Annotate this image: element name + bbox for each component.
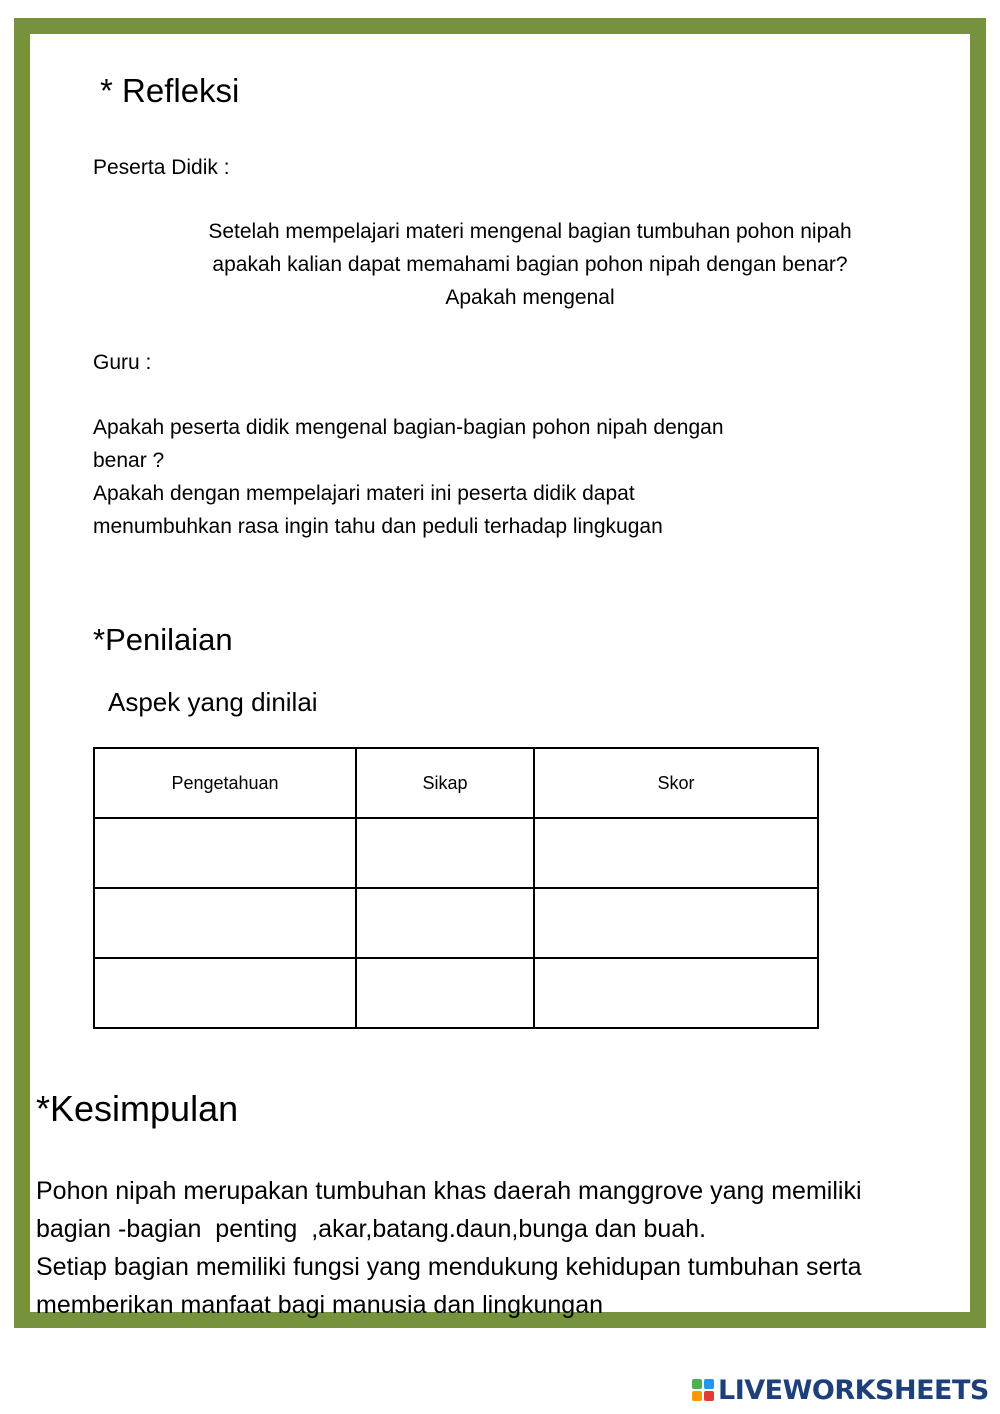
refleksi-heading: * Refleksi [100, 72, 240, 109]
logo-text: LIVEWORKSHEETS [718, 1374, 989, 1406]
table-cell[interactable] [94, 818, 356, 888]
table-cell[interactable] [534, 818, 818, 888]
peserta-label: Peserta Didik : [93, 156, 230, 179]
table-cell[interactable] [94, 888, 356, 958]
guru-line: Apakah dengan mempelajari materi ini peserta didik dapat [93, 482, 635, 505]
table-cell[interactable] [94, 958, 356, 1028]
kesimpulan-heading: *Kesimpulan [36, 1088, 239, 1129]
peserta-line: Setelah mempelajari materi mengenal bagian tumbuhan pohon nipah [208, 220, 852, 243]
header-sikap: Sikap [356, 748, 534, 818]
guru-questions [93, 411, 724, 543]
kesimpulan-line: Pohon nipah merupakan tumbuhan khas daerah manggrove yang memiliki [36, 1177, 862, 1205]
guru-line: menumbuhkan rasa ingin tahu dan peduli terhadap lingkugan [93, 515, 663, 538]
table-cell[interactable] [356, 888, 534, 958]
kesimpulan-line: Setiap bagian memiliki fungsi yang mendukung kehidupan tumbuhan serta [36, 1253, 862, 1281]
table-cell[interactable] [356, 958, 534, 1028]
page-content [30, 34, 970, 1319]
page-frame [14, 18, 986, 1328]
table-cell[interactable] [534, 958, 818, 1028]
kesimpulan-line: bagian -bagian penting ,akar,batang.daun,bunga dan buah. [36, 1215, 707, 1243]
guru-label: Guru : [93, 351, 152, 374]
assessment-table [93, 747, 819, 1029]
header-pengetahuan: Pengetahuan [94, 748, 356, 818]
table-cell[interactable] [534, 888, 818, 958]
liveworksheets-logo[interactable] [692, 1374, 989, 1406]
guru-line: Apakah peserta didik mengenal bagian-bagian pohon nipah dengan [93, 416, 724, 439]
peserta-question [90, 215, 970, 314]
aspek-subheading: Aspek yang dinilai [108, 687, 318, 717]
liveworksheets-logo-icon [692, 1379, 714, 1401]
table-cell[interactable] [356, 818, 534, 888]
peserta-line: apakah kalian dapat memahami bagian pohon nipah dengan benar? [212, 253, 848, 276]
kesimpulan-text [36, 1172, 862, 1324]
peserta-line: Apakah mengenal [445, 286, 615, 309]
kesimpulan-line: memberikan manfaat bagi manusia dan lingkungan [36, 1291, 604, 1319]
table-row [94, 888, 818, 958]
table-header-row [94, 748, 818, 818]
table-row [94, 818, 818, 888]
guru-line: benar ? [93, 449, 165, 472]
table-row [94, 958, 818, 1028]
header-skor: Skor [534, 748, 818, 818]
penilaian-heading: *Penilaian [93, 622, 233, 657]
